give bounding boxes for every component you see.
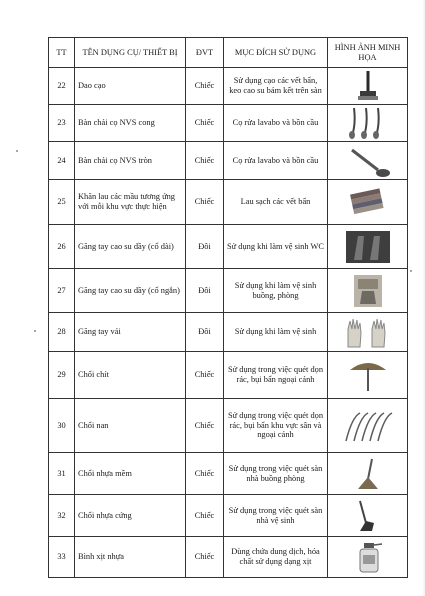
round-toilet-brush-icon bbox=[338, 144, 398, 178]
row-number: 32 bbox=[49, 495, 75, 537]
equipment-name: Dao cạo bbox=[75, 68, 186, 105]
table-row bbox=[49, 142, 408, 180]
illustration-cell bbox=[328, 399, 408, 453]
purpose: Dùng chứa dung dịch, hóa chất sử dụng dạng xịt bbox=[224, 537, 328, 578]
illustration-cell bbox=[328, 68, 408, 105]
row-number: 25 bbox=[49, 180, 75, 225]
long-rubber-gloves-icon bbox=[338, 230, 398, 264]
equipment-name: Găng tay cao su dầy (cổ ngắn) bbox=[75, 269, 186, 313]
row-number: 31 bbox=[49, 453, 75, 495]
table-row bbox=[49, 105, 408, 142]
spray-bottle-icon bbox=[338, 540, 398, 574]
equipment-name: Khăn lau các mầu tương ứng với mỗi khu vực thực hiện bbox=[75, 180, 186, 225]
unit: Chiếc bbox=[186, 352, 224, 399]
table-row bbox=[49, 313, 408, 352]
equipment-name: Chổi nhựa cứng bbox=[75, 495, 186, 537]
unit: Chiếc bbox=[186, 453, 224, 495]
purpose: Cọ rửa lavabo và bồn cầu bbox=[224, 142, 328, 180]
soft-plastic-broom-icon bbox=[338, 457, 398, 491]
table-row bbox=[49, 352, 408, 399]
illustration-cell bbox=[328, 269, 408, 313]
table-row bbox=[49, 537, 408, 578]
equipment-name: Bàn chải cọ NVS tròn bbox=[75, 142, 186, 180]
row-number: 23 bbox=[49, 105, 75, 142]
purpose: Sử dụng khi làm vệ sinh bbox=[224, 313, 328, 352]
equipment-name: Chổi nhựa mềm bbox=[75, 453, 186, 495]
illustration-cell bbox=[328, 225, 408, 269]
unit: Chiếc bbox=[186, 105, 224, 142]
illustration-cell bbox=[328, 180, 408, 225]
illustration-cell bbox=[328, 495, 408, 537]
equipment-name: Găng tay vải bbox=[75, 313, 186, 352]
equipment-name: Găng tay cao su dầy (cổ dài) bbox=[75, 225, 186, 269]
table-row bbox=[49, 68, 408, 105]
illustration-cell bbox=[328, 105, 408, 142]
illustration-cell bbox=[328, 313, 408, 352]
unit: Chiếc bbox=[186, 495, 224, 537]
scan-mark bbox=[16, 150, 18, 152]
purpose: Sử dụng trong việc quét dọn rác, bụi bẩn khu vực sân và ngoại cảnh bbox=[224, 399, 328, 453]
table-header-row bbox=[49, 38, 408, 68]
header-image: HÌNH ẢNH MINH HỌA bbox=[328, 38, 408, 68]
header-name: TÊN DỤNG CỤ/ THIẾT BỊ bbox=[75, 38, 186, 68]
unit: Chiếc bbox=[186, 142, 224, 180]
hard-plastic-broom-icon bbox=[338, 499, 398, 533]
cleaning-cloths-icon bbox=[338, 185, 398, 219]
equipment-name: Chổi chít bbox=[75, 352, 186, 399]
unit: Đôi bbox=[186, 313, 224, 352]
short-rubber-gloves-icon bbox=[338, 274, 398, 308]
row-number: 33 bbox=[49, 537, 75, 578]
header-purpose: MỤC ĐÍCH SỬ DỤNG bbox=[224, 38, 328, 68]
unit: Chiếc bbox=[186, 399, 224, 453]
illustration-cell bbox=[328, 453, 408, 495]
header-tt: TT bbox=[49, 38, 75, 68]
table-row bbox=[49, 453, 408, 495]
purpose: Lau sạch các vết bẩn bbox=[224, 180, 328, 225]
table-body bbox=[49, 68, 408, 578]
table-row bbox=[49, 399, 408, 453]
row-number: 27 bbox=[49, 269, 75, 313]
purpose: Sử dụng cạo các vết bẩn, keo cao su bám kết trên sàn bbox=[224, 68, 328, 105]
unit: Đôi bbox=[186, 225, 224, 269]
equipment-table bbox=[48, 37, 408, 578]
unit: Chiếc bbox=[186, 537, 224, 578]
purpose: Sử dụng trong việc quét dọn rác, bụi bẩn ngoại cảnh bbox=[224, 352, 328, 399]
purpose: Sử dụng trong việc quét sàn nhà buồng phòng bbox=[224, 453, 328, 495]
purpose: Sử dụng khi làm vệ sinh buồng, phòng bbox=[224, 269, 328, 313]
table-row bbox=[49, 180, 408, 225]
table-row bbox=[49, 495, 408, 537]
unit: Chiếc bbox=[186, 180, 224, 225]
header-unit: ĐVT bbox=[186, 38, 224, 68]
table-row bbox=[49, 225, 408, 269]
row-number: 24 bbox=[49, 142, 75, 180]
unit: Chiếc bbox=[186, 68, 224, 105]
fabric-gloves-icon bbox=[338, 315, 398, 349]
row-number: 28 bbox=[49, 313, 75, 352]
curved-toilet-brush-icon bbox=[338, 106, 398, 140]
scan-mark bbox=[410, 270, 412, 272]
equipment-name: Chổi nan bbox=[75, 399, 186, 453]
illustration-cell bbox=[328, 537, 408, 578]
grass-broom-icon bbox=[338, 358, 398, 392]
row-number: 30 bbox=[49, 399, 75, 453]
row-number: 29 bbox=[49, 352, 75, 399]
purpose: Cọ rửa lavabo và bồn cầu bbox=[224, 105, 328, 142]
illustration-cell bbox=[328, 352, 408, 399]
purpose: Sử dụng trong việc quét sàn nhà vệ sinh bbox=[224, 495, 328, 537]
scan-mark bbox=[34, 330, 36, 332]
row-number: 22 bbox=[49, 68, 75, 105]
unit: Đôi bbox=[186, 269, 224, 313]
equipment-name: Bàn chải cọ NVS cong bbox=[75, 105, 186, 142]
equipment-name: Bình xịt nhựa bbox=[75, 537, 186, 578]
bamboo-brooms-icon bbox=[338, 409, 398, 443]
purpose: Sử dụng khi làm vệ sinh WC bbox=[224, 225, 328, 269]
illustration-cell bbox=[328, 142, 408, 180]
row-number: 26 bbox=[49, 225, 75, 269]
scraper-icon bbox=[338, 69, 398, 103]
table-row bbox=[49, 269, 408, 313]
